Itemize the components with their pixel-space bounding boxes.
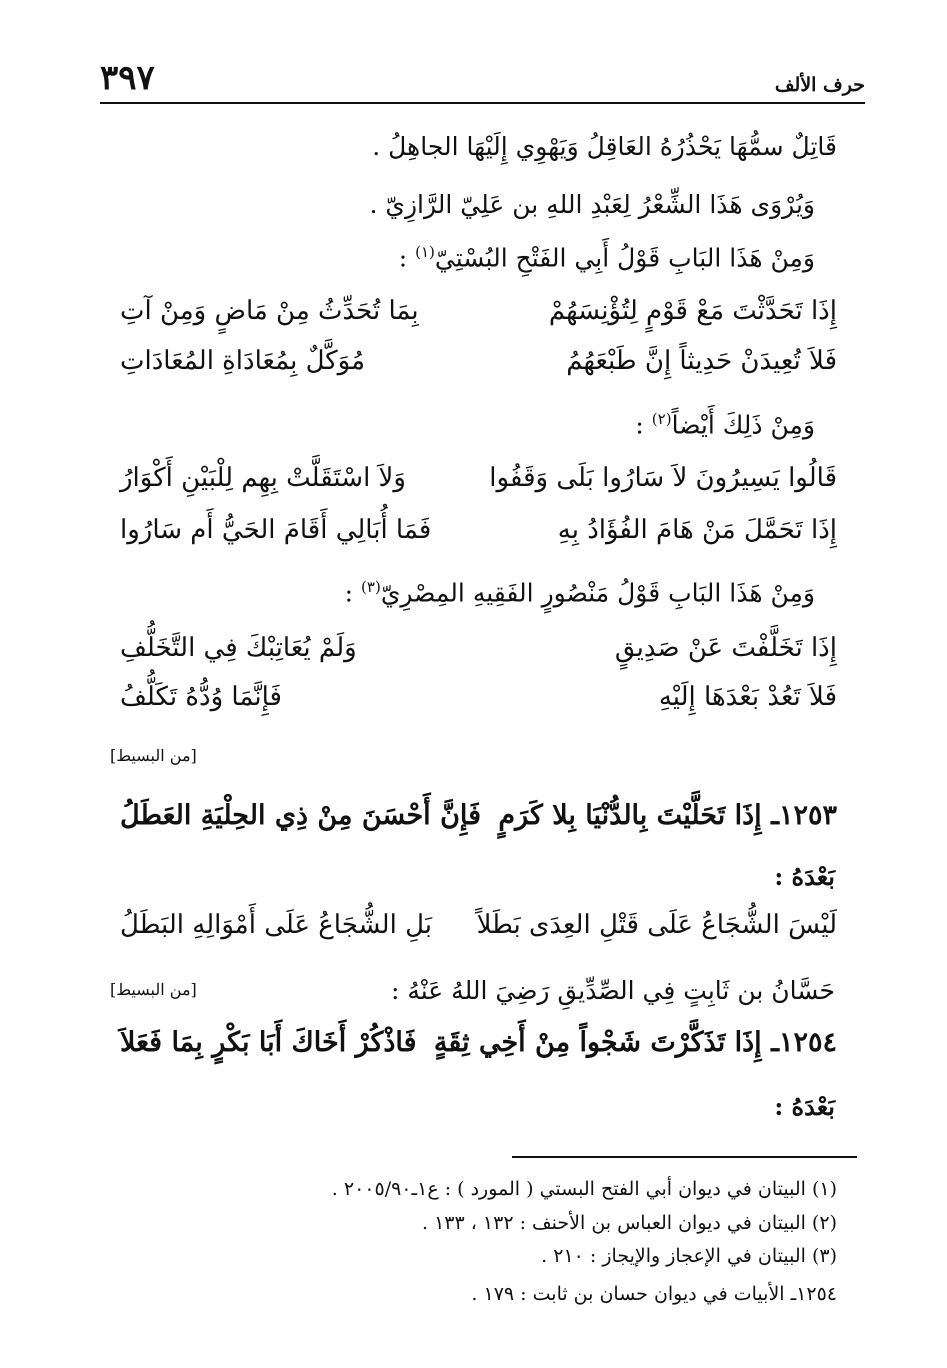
hemistich-second: بِمَا تُحَدِّثُ مِنْ مَاضٍ وَمِنْ آتِ xyxy=(120,296,419,326)
meter-label: [من البسيط] xyxy=(110,746,197,765)
footnote: (٢) البيتان في ديوان العباس بن الأحنف : ١٣٢ ، ١٣٣ . xyxy=(421,1212,837,1234)
hemistich-first: إِذَا تَحَدَّثْتَ مَعْ قَوْمٍ لِتُؤْنِسَهُمْ xyxy=(548,296,837,326)
hemistich-first: لَيْسَ الشُّجَاعُ عَلَى قَتْلِ العِدَى بَطَلاً xyxy=(476,910,837,940)
verse-line xyxy=(120,682,837,712)
hemistich-first: إِذَا تَحَمَّلَ مَنْ هَامَ الفُؤَادُ بِهِ xyxy=(557,515,837,545)
after-label: بَعْدَهُ : xyxy=(774,862,835,891)
hemistich-second: مُوَكَّلٌ بِمُعَادَاةِ المُعَادَاتِ xyxy=(120,346,366,376)
hemistich-first xyxy=(498,800,837,831)
text-line xyxy=(110,578,837,607)
after-label: بَعْدَهُ : xyxy=(774,1092,835,1121)
hemistich-first xyxy=(434,1027,837,1058)
text-line: قَاتِلٌ سمُّهَا يَحْذُرُهُ العَاقِلُ وَيَهْوِي إِلَيْهَا الجاهِلُ . xyxy=(372,132,837,161)
footnote-divider xyxy=(512,1156,857,1158)
verse-line xyxy=(120,633,837,663)
hemistich-first: فَلاَ تُعِيدَنْ حَدِيثاً إِنَّ طَبْعَهُمُ xyxy=(566,346,837,376)
text-line xyxy=(110,243,837,272)
footnote-ref: (١) xyxy=(415,243,435,261)
footnote: (١) البيتان في ديوان أبي الفتح البستي ( المورد ) : ع١ـ٢٠٠٥/٩٠ . xyxy=(331,1178,837,1200)
hemistich-second: فَإِنَّ أَحْسَنَ مِنْ ذِي الحِلْيَةِ العَطَلُ xyxy=(120,800,482,831)
hemistich-first: فَلاَ تَعُدْ بَعْدَهَا إِلَيْهِ xyxy=(658,682,837,712)
running-title: حرف الألف xyxy=(774,74,865,96)
verse-line xyxy=(120,910,837,940)
hemistich-second: فَإِنَّمَا وُدُّهُ تَكَلُّفُ xyxy=(120,682,282,712)
hemistich-second: وَلَمْ يُعَاتِبْكَ فِي التَّخَلُّفِ xyxy=(120,633,357,663)
hemistich-text: إِذَا تَذَكَّرْتَ شَجْواً مِنْ أَخِي ثِقَةٍ xyxy=(433,1027,762,1058)
colon: : xyxy=(344,578,362,608)
footnote: (٣) البيتان في الإعجاز والإيجاز : ٢١٠ . xyxy=(541,1245,837,1267)
intro-text: وَمِنْ ذَلِكَ أَيْضاً xyxy=(671,410,815,440)
verse-line xyxy=(120,296,837,326)
hemistich-second: بَلِ الشُّجَاعُ عَلَى أَمْوَالِهِ البَطَلُ xyxy=(120,910,433,940)
footnote-ref: (٣) xyxy=(361,578,381,596)
meter-label: [من البسيط] xyxy=(110,980,197,999)
verse-line xyxy=(120,346,837,376)
text-line xyxy=(110,410,837,439)
hemistich-second: فَاذْكُرْ أَخَاكَ أَبَا بَكْرٍ بِمَا فَعَلاَ xyxy=(120,1027,417,1058)
hemistich-text: إِذَا تَحَلَّيْتَ بِالدُّنْيَا بِلا كَرَمٍ xyxy=(498,800,762,831)
entry-number: ١٢٥٣ـ xyxy=(771,800,837,831)
verse-line xyxy=(120,463,837,493)
intro-text: وَمِنْ هَذَا البَابِ قَوْلُ مَنْصُورٍ الفَقِيهِ المِصْرِيّ xyxy=(380,578,815,608)
entry-verse-1253 xyxy=(120,800,837,831)
entry-number: ١٢٥٤ـ xyxy=(771,1027,837,1058)
verse-line xyxy=(120,515,837,545)
entry-intro-1254: حَسَّانُ بن ثَابِتٍ فِي الصِّدِّيقِ رَضِيَ اللهُ عَنْهُ : xyxy=(390,976,835,1005)
hemistich-second: فَمَا أُبَالِي أَقَامَ الحَيُّ أَم سَارُوا xyxy=(120,515,432,545)
hemistich-first: إِذَا تَخَلَّفْتَ عَنْ صَدِيقٍ xyxy=(614,633,837,663)
colon: : xyxy=(398,243,416,273)
footnote-ref: (٢) xyxy=(651,410,672,428)
hemistich-second: وَلاَ اسْتَقَلَّتْ بِهِم لِلْبَيْنِ أَكْوَارُ xyxy=(120,463,406,493)
entry-verse-1254 xyxy=(120,1027,837,1058)
text-line: وَيُرْوَى هَذَا الشِّعْرُ لِعَبْدِ اللهِ بن عَلِيّ الرَّازِيّ . xyxy=(369,190,815,219)
intro-text: وَمِنْ هَذَا البَابِ قَوْلُ أَبِي الفَتْحِ البُسْتِيّ xyxy=(434,243,815,273)
footnote: ١٢٥٤ـ الأبيات في ديوان حسان بن ثابت : ١٧٩ . xyxy=(471,1283,837,1305)
page-header xyxy=(100,48,865,104)
page-number: ٣٩٧ xyxy=(100,58,155,98)
hemistich-first: قَالُوا يَسِيرُونَ لاَ سَارُوا بَلَى وَقَفُوا xyxy=(489,463,837,493)
colon: : xyxy=(635,410,652,440)
